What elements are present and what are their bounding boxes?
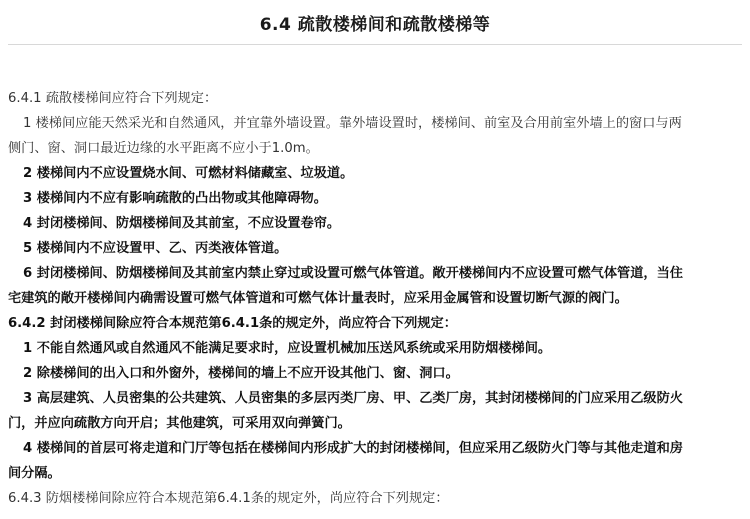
clause-item-6-cont: 宅建筑的敞开楼梯间内确需设置可燃气体管道和可燃气体计量表时，应采用金属管和设置切断气源的阀门。 — [8, 291, 628, 306]
clause-heading-6-4-1: 6.4.1 疏散楼梯间应符合下列规定： — [8, 91, 218, 106]
clause-item-4-cont: 间分隔。 — [8, 466, 61, 481]
clause-item-6: 6 封闭楼梯间、防烟楼梯间及其前室内禁止穿过或设置可燃气体管道。敞开楼梯间内不应设置可燃气体管道，当住 — [23, 266, 683, 281]
clause-item-1: 1 不能自然通风或自然通风不能满足要求时，应设置机械加压送风系统或采用防烟楼梯间。 — [23, 341, 552, 356]
clause-heading-6-4-3: 6.4.3 防烟楼梯间除应符合本规范第6.4.1条的规定外，尚应符合下列规定： — [8, 491, 449, 506]
clause-item-1: 1 楼梯间应能天然采光和自然通风，并宜靠外墙设置。靠外墙设置时，楼梯间、前室及合用前室外墙上的窗口与两 — [23, 116, 682, 131]
title-divider — [8, 44, 742, 45]
clause-item-2: 2 除楼梯间的出入口和外窗外，楼梯间的墙上不应开设其他门、窗、洞口。 — [23, 366, 459, 381]
clause-item-3: 3 楼梯间内不应有影响疏散的凸出物或其他障碍物。 — [23, 191, 327, 206]
article-body — [8, 86, 742, 511]
clause-item-5: 5 楼梯间内不应设置甲、乙、丙类液体管道。 — [23, 241, 288, 256]
clause-item-4: 4 封闭楼梯间、防烟楼梯间及其前室，不应设置卷帘。 — [23, 216, 341, 231]
clause-item-2: 2 楼梯间内不应设置烧水间、可燃材料储藏室、垃圾道。 — [23, 166, 354, 181]
clause-item-4: 4 楼梯间的首层可将走道和门厅等包括在楼梯间内形成扩大的封闭楼梯间，但应采用乙级防火门等与其他走道和房 — [23, 441, 683, 456]
clause-item-3: 3 高层建筑、人员密集的公共建筑、人员密集的多层丙类厂房、甲、乙类厂房，其封闭楼梯间的门应采用乙级防火 — [23, 391, 683, 406]
section-title: 6.4 疏散楼梯间和疏散楼梯等 — [259, 15, 491, 35]
clause-item-1-cont: 侧门、窗、洞口最近边缘的水平距离不应小于1.0m。 — [8, 141, 319, 156]
clause-item-3-cont: 门，并应向疏散方向开启；其他建筑，可采用双向弹簧门。 — [8, 416, 351, 431]
clause-heading-6-4-2: 6.4.2 封闭楼梯间除应符合本规范第6.4.1条的规定外，尚应符合下列规定： — [8, 316, 457, 331]
